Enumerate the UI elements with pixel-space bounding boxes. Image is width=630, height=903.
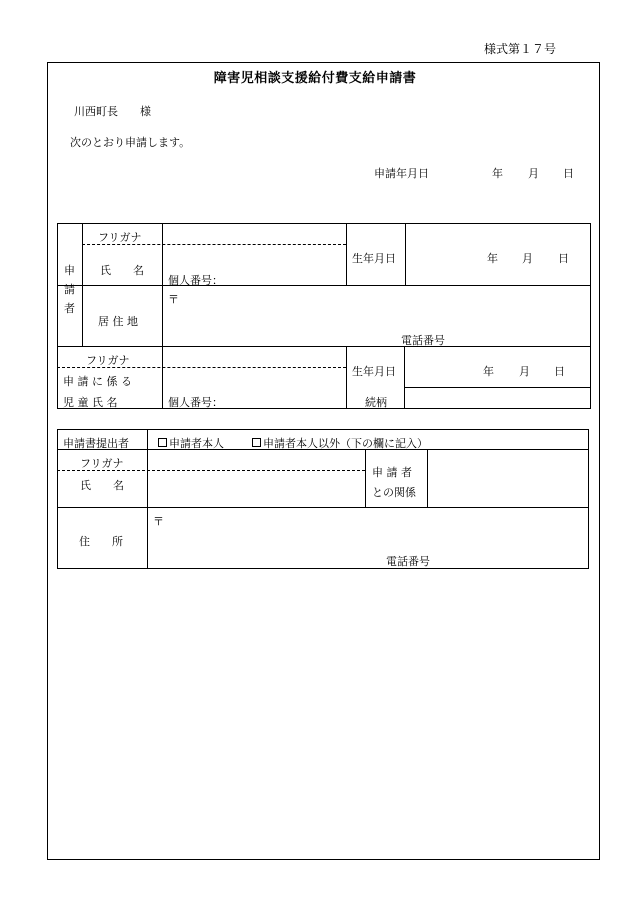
submitter-option-other-label: 申請者本人以外（下の欄に記入） <box>263 437 428 450</box>
submitter-option-other[interactable] <box>252 435 428 451</box>
form-number: 様式第１７号 <box>484 42 557 56</box>
applicant-birth-day: 日 <box>558 252 569 265</box>
submitter-furigana-label: フリガナ <box>80 457 124 470</box>
child-birth-label: 生年月日 <box>352 365 396 378</box>
submitter-label: 申請書提出者 <box>63 437 129 450</box>
applicant-birth-year: 年 <box>487 252 498 265</box>
applicant-section-char: 者 <box>64 302 75 315</box>
application-date-day: 日 <box>563 167 574 180</box>
child-birth-year: 年 <box>483 365 494 378</box>
submitter-option-self[interactable] <box>158 435 224 451</box>
child-label-line2: 児 童 氏 名 <box>63 396 118 409</box>
checkbox-self[interactable] <box>158 438 167 447</box>
submitter-relation-label-line1: 申 請 者 <box>372 466 412 479</box>
application-date-year: 年 <box>492 167 503 180</box>
child-furigana-label: フリガナ <box>86 354 130 367</box>
addressee: 川西町長 様 <box>74 105 151 118</box>
applicant-name-label: 氏 名 <box>100 264 144 277</box>
form-title: 障害児相談支援給付費支給申請書 <box>213 71 417 86</box>
checkbox-other[interactable] <box>252 438 261 447</box>
submitter-relation-label-line2: との関係 <box>372 486 416 499</box>
submitter-option-self-label: 申請者本人 <box>169 437 224 450</box>
child-relation-label: 続柄 <box>365 396 387 409</box>
applicant-section-char: 請 <box>64 283 75 296</box>
applicant-address-label: 居 住 地 <box>98 315 138 328</box>
applicant-birth-label: 生年月日 <box>352 252 396 265</box>
applicant-postal-mark: 〒 <box>168 293 179 306</box>
submitter-address-label: 住 所 <box>79 535 123 548</box>
applicant-phone-label: 電話番号 <box>401 334 445 347</box>
application-date-month: 月 <box>528 167 539 180</box>
applicant-personal-number-label: 個人番号： <box>168 274 223 287</box>
child-birth-day: 日 <box>554 365 565 378</box>
child-birth-month: 月 <box>519 365 530 378</box>
applicant-birth-month: 月 <box>522 252 533 265</box>
applicant-furigana-label: フリガナ <box>98 231 142 244</box>
intro-text: 次のとおり申請します。 <box>70 136 191 149</box>
applicant-section-char: 申 <box>64 264 75 277</box>
submitter-phone-label: 電話番号 <box>386 555 430 568</box>
child-personal-number-label: 個人番号： <box>168 396 223 409</box>
application-date-label: 申請年月日 <box>374 167 429 180</box>
submitter-name-label: 氏 名 <box>80 479 124 492</box>
submitter-postal-mark: 〒 <box>153 515 164 528</box>
child-label-line1: 申 請 に 係 る <box>63 375 132 388</box>
